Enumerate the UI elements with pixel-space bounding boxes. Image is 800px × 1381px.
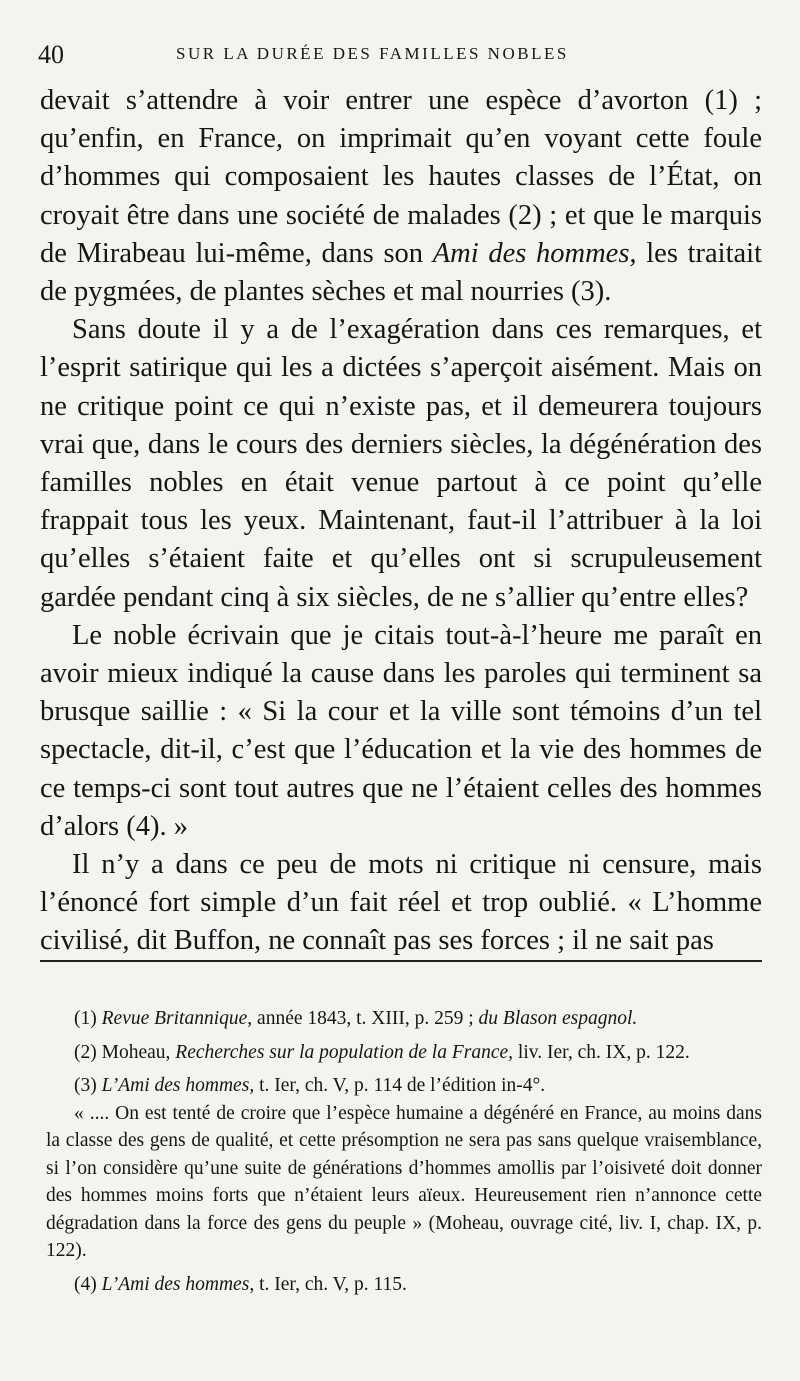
footnote-4-number: (4) bbox=[74, 1273, 97, 1295]
book-title-ami-des-hommes: Ami des hommes, bbox=[432, 237, 637, 269]
footnote-3-number: (3) bbox=[74, 1075, 97, 1096]
footnote-2-number: (2) bbox=[74, 1041, 97, 1063]
footnote-2-text: liv. Ier, ch. IX, p. 122. bbox=[513, 1041, 690, 1063]
footnote-2-author: Moheau, bbox=[101, 1041, 176, 1063]
footnote-4-text: , t. Ier, ch. V, p. 115. bbox=[249, 1273, 407, 1295]
footnote-3-quote: « .... On est tenté de croire que l’espèce humaine a dégénéré en France, au moins dans la classe des gens de qualité, et cette présomption ne sera pas sans quelque vraisemblance, si l’on considère qu’une suite de générations d’hommes amollis par l’oisiveté doit donner des hommes moins forts que n’étaient leurs aïeux. Heureusement rien n’annonce cette dégradation dans la force des gens du peuple » (Moheau, ouvrage cité, liv. I, chap. IX, p. 122). bbox=[46, 1102, 762, 1261]
footnote-1-title: Revue Britannique bbox=[101, 1008, 248, 1029]
paragraph-1-text-b: les traitait de pygmées, de plantes sèches et mal nourries (3). bbox=[40, 237, 762, 308]
paragraph-1 bbox=[40, 82, 762, 311]
running-title: SUR LA DURÉE DES FAMILLES NOBLES bbox=[176, 44, 569, 63]
main-text bbox=[40, 82, 762, 961]
footnote-1-title-2: du Blason espagnol. bbox=[478, 1008, 638, 1029]
footnote-2 bbox=[46, 1039, 762, 1067]
footnote-divider bbox=[40, 960, 762, 962]
paragraph-2: Sans doute il y a de l’exagération dans ces remarques, et l’esprit satirique qui les a dictées s’aperçoit aisément. Mais on ne critique point ce qui n’existe pas, et il demeurera toujours vrai que, dans le cours des derniers siècles, la dégénération des familles nobles en était venue partout à ce point qu’elle frappait tous les yeux. Maintenant, faut-il l’attribuer à la loi qu’elles s’étaient faite et qu’elles ont si scrupuleusement gardée pendant cinq à six siècles, de ne s’allier qu’entre elles? bbox=[40, 314, 762, 613]
footnotes bbox=[46, 1005, 762, 1298]
paragraph-1-text-a: devait s’attendre à voir entrer une espèce d’avorton (1) ; qu’enfin, en France, on imprimait qu’en voyant cette foule d’hommes qui composaient les hautes classes de l’État, on croyait être dans une société de malades (2) ; et que le marquis de Mirabeau lui-même, dans son bbox=[40, 85, 762, 269]
footnote-4 bbox=[46, 1271, 762, 1299]
page-header bbox=[38, 36, 758, 76]
footnote-1 bbox=[46, 1005, 762, 1033]
footnote-3-text: , t. Ier, ch. V, p. 114 de l’édition in-4°. bbox=[249, 1075, 546, 1096]
footnote-3-title: L’Ami des hommes bbox=[101, 1075, 250, 1096]
page-number: 40 bbox=[38, 40, 64, 69]
paragraph-3: Le noble écrivain que je citais tout-à-l’heure me paraît en avoir mieux indiqué la cause dans les paroles qui terminent sa brusque saillie : « Si la cour et la ville sont témoins d’un tel spectacle, dit-il, c’est que l’éducation et la vie des hommes de ce temps-ci sont tout autres que ne l’étaient celles des hommes d’alors (4). » bbox=[40, 619, 762, 842]
footnote-2-title: Recherches sur la population de la France, bbox=[175, 1041, 514, 1063]
footnote-1-number: (1) bbox=[74, 1008, 97, 1029]
footnote-3 bbox=[46, 1072, 762, 1100]
footnote-1-text: , année 1843, t. XIII, p. 259 ; bbox=[247, 1008, 479, 1029]
footnote-4-title: L’Ami des hommes bbox=[101, 1273, 250, 1295]
paragraph-4: Il n’y a dans ce peu de mots ni critique ni censure, mais l’énoncé fort simple d’un fait réel et trop oublié. « L’homme civilisé, dit Buffon, ne connaît pas ses forces ; il ne sait pas bbox=[40, 849, 762, 957]
